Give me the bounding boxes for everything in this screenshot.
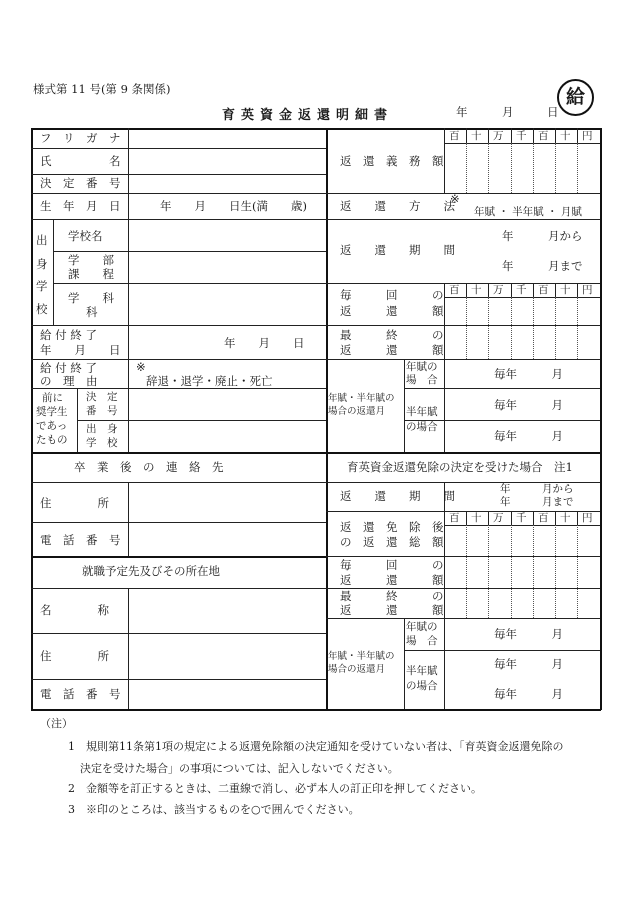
digit-header-cell: 円 (582, 284, 593, 296)
digit-header-cell: 百 (449, 130, 460, 142)
digit-header-cell: 百 (538, 512, 549, 524)
note-1-line-1: 1 規則第11条第1項の規定による返還免除額の決定通知を受けていない者は、「育英資金返還免除の (68, 740, 564, 753)
repayment-method-label: 返 還 方 法 (340, 199, 455, 213)
exempt-semiannual-month-1: 毎年 月 (494, 657, 563, 671)
exempt-period-label: 返 還 期 間 (340, 489, 455, 503)
job-name-label: 名 称 (40, 603, 109, 617)
prev-decision-label: 決 定 (86, 391, 118, 403)
pay-end-label: 給 付 終 了 (40, 328, 97, 342)
job-address-label: 住 所 (40, 649, 109, 663)
repay-month-label: 年賦・半年賦の (328, 393, 395, 404)
digit-header-cell: 十 (471, 130, 482, 142)
digit-header-cell: 十 (560, 284, 571, 296)
annual-month: 毎年 月 (494, 367, 563, 381)
pay-end-value: 年 月 日 (224, 336, 305, 350)
semiannual-month-2: 毎年 月 (494, 429, 563, 443)
period-from: 年 月から (502, 229, 583, 243)
school-group-label-1: 出 (36, 233, 48, 247)
exempt-total-label-2: の 返 還 総 額 (340, 535, 444, 549)
digit-header-cell: 千 (516, 512, 527, 524)
prev-scholar-label-2: 奨学生 (36, 406, 68, 418)
exempt-final-payment-label: 最 終 の (340, 589, 444, 603)
semiannual-label-2: の場合 (406, 421, 438, 433)
exempt-period-from: 年 月から (500, 483, 574, 495)
period-to: 年 月まで (502, 259, 583, 273)
exempt-semiannual-label: 半年賦 (406, 665, 438, 677)
reason-mark: ※ (136, 360, 146, 374)
exempt-annual-month: 毎年 月 (494, 627, 563, 641)
prev-scholar-label-4: たもの (36, 434, 68, 446)
exempt-repay-month-label: 年賦・半年賦の (328, 651, 395, 662)
prev-scholar-label-1: 前に (42, 392, 63, 404)
repayment-period-label: 返 還 期 間 (340, 243, 455, 257)
department-label: 学 部 (68, 253, 114, 267)
digit-header-cell: 十 (560, 512, 571, 524)
note-3: 3 ※印のところは、該当するものを○で囲んでください。 (68, 803, 360, 816)
method-mark: ※ (450, 192, 460, 206)
digit-header-cell: 十 (471, 284, 482, 296)
prev-school-label-2: 学 校 (86, 437, 118, 449)
digit-header-cell: 百 (449, 284, 460, 296)
school-group-label-2: 身 (36, 257, 48, 271)
final-payment-label-2: 返 還 額 (340, 343, 444, 357)
reason-options: 辞退・退学・廃止・死亡 (146, 374, 273, 388)
note-1-line-2: 決定を受けた場合」の事項については、記入しないでください。 (80, 762, 399, 775)
subject-label-2: 科 (86, 305, 98, 319)
repay-month-label-2: 場合の返還月 (328, 406, 386, 417)
exempt-annual-label-2: 場 合 (406, 635, 438, 647)
digit-header-cell: 百 (538, 130, 549, 142)
digit-header-cell: 百 (449, 512, 460, 524)
digit-header-cell: 万 (493, 284, 504, 296)
exempt-final-payment-label-2: 返 還 額 (340, 603, 444, 617)
job-header: 就職予定先及びその所在地 (82, 564, 220, 578)
digit-header-cell: 百 (538, 284, 549, 296)
birthdate-label: 生 年 月 日 (40, 199, 121, 213)
job-phone-label: 電 話 番 号 (40, 687, 121, 701)
repayment-amount-label: 返 還 義 務 額 (340, 154, 444, 168)
annual-label: 年賦の (406, 361, 438, 373)
method-options: 年賦 ・ 半年賦 ・ 月賦 (474, 206, 582, 218)
reason-label: 給 付 終 了 (40, 361, 97, 375)
per-payment-label: 毎 回 の (340, 288, 444, 302)
birthdate-value: 年 月 日生(満 歳) (160, 199, 307, 213)
exempt-per-payment-label: 毎 回 の (340, 558, 444, 572)
exempt-total-label: 返 還 免 除 後 (340, 520, 444, 534)
notes-heading: （注） (40, 717, 73, 730)
digit-header-cell: 千 (516, 284, 527, 296)
per-payment-label-2: 返 還 額 (340, 304, 444, 318)
digit-header-cell: 円 (582, 130, 593, 142)
date-month: 月 (502, 105, 514, 119)
exempt-period-to: 年 月まで (500, 496, 574, 508)
prev-decision-label-2: 番 号 (86, 405, 118, 417)
annual-label-2: 場 合 (406, 374, 438, 386)
decision-number-label: 決 定 番 号 (40, 176, 121, 190)
semiannual-month-1: 毎年 月 (494, 398, 563, 412)
contact-header: 卒 業 後 の 連 絡 先 (74, 460, 224, 474)
semiannual-label: 半年賦 (406, 406, 438, 418)
prev-school-label: 出 身 (86, 423, 118, 435)
final-payment-label: 最 終 の (340, 328, 444, 342)
exempt-semiannual-month-2: 毎年 月 (494, 687, 563, 701)
exempt-semiannual-label-2: の場合 (406, 680, 438, 692)
prev-scholar-label-3: であっ (36, 420, 68, 432)
school-group-label-4: 校 (36, 302, 48, 316)
contact-address-label: 住 所 (40, 496, 109, 510)
digit-header-cell: 万 (493, 512, 504, 524)
note-2: 2 金額等を訂正するときは、二重線で消し、必ず本人の訂正印を押してください。 (68, 782, 482, 795)
name-label: 氏 名 (40, 154, 121, 168)
form-reference: 様式第 11 号(第 9 条関係) (33, 82, 171, 96)
pay-end-date-label: 年 月 日 (40, 343, 121, 357)
seal-stamp: 給 (557, 79, 594, 116)
digit-header-cell: 万 (493, 130, 504, 142)
furigana-label: フ リ ガ ナ (40, 131, 121, 145)
digit-header-cell: 十 (560, 130, 571, 142)
exempt-annual-label: 年賦の (406, 621, 438, 633)
reason-label-2: の 理 由 (40, 374, 98, 388)
digit-header-cell: 十 (471, 512, 482, 524)
contact-phone-label: 電 話 番 号 (40, 533, 121, 547)
subject-label: 学 科 (68, 291, 114, 305)
course-label: 課 程 (68, 267, 114, 281)
date-day: 日 (547, 105, 559, 119)
digit-header-cell: 円 (582, 512, 593, 524)
exemption-header: 育英資金返還免除の決定を受けた場合 注1 (347, 460, 573, 474)
form-title: 育英資金返還明細書 (222, 108, 394, 123)
exempt-per-payment-label-2: 返 還 額 (340, 573, 444, 587)
school-group-label-3: 学 (36, 279, 48, 293)
date-year: 年 (456, 105, 468, 119)
school-name-label: 学校名 (68, 229, 103, 243)
digit-header-cell: 千 (516, 130, 527, 142)
exempt-repay-month-label-2: 場合の返還月 (328, 664, 386, 675)
